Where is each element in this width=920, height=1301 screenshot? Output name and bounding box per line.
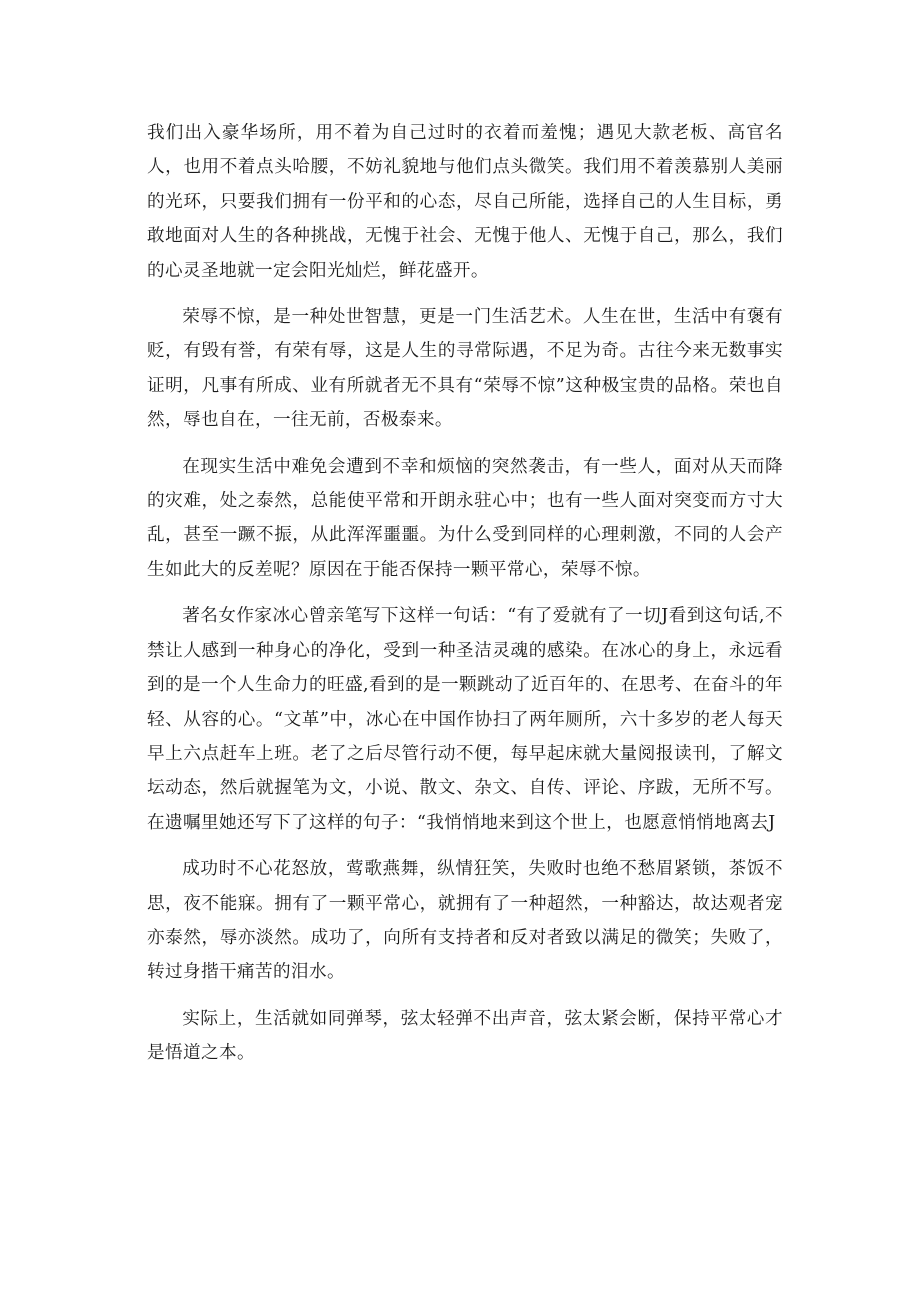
- paragraph-3: 在现实生活中难免会遭到不幸和烦恼的突然袭击，有一些人，面对从天而降的灾难，处之泰然，总能使平常和开朗永驻心中；也有一些人面对突变而方寸大乱，甚至一蹶不振，从此浑浑噩噩。为什么受到同样的心理刺激，不同的人会产生如此大的反差呢？原因在于能否保持一颗平常心，荣辱不惊。: [147, 456, 783, 580]
- paragraph-1: 我们出入豪华场所，用不着为自己过时的衣着而羞愧；遇见大款老板、高官名人，也用不着点头哈腰，不妨礼貌地与他们点头微笑。我们用不着羡慕别人美丽的光环，只要我们拥有一份平和的心态，尽自己所能，选择自己的人生目标，勇敢地面对人生的各种挑战，无愧于社会、无愧于他人、无愧于自己，那么，我们的心灵圣地就一定会阳光灿烂，鲜花盛开。: [147, 123, 783, 281]
- paragraph-5: 成功时不心花怒放，莺歌燕舞，纵情狂笑，失败时也绝不愁眉紧锁，茶饭不思，夜不能寐。拥有了一颗平常心，就拥有了一种超然，一种豁达，故达观者宠亦泰然，辱亦淡然。成功了，向所有支持者和反对者致以满足的微笑；失败了，转过身揩干痛苦的泪水。: [147, 859, 783, 983]
- document-body: [147, 116, 783, 1083]
- paragraph-2: 荣辱不惊，是一种处世智慧，更是一门生活艺术。人生在世，生活中有褒有贬，有毁有誉，有荣有辱，这是人生的寻常际遇，不足为奇。古往今来无数事实证明，凡事有所成、业有所就者无不具有“荣辱不惊”这种极宝贵的品格。荣也自然，辱也自在，一往无前，否极泰来。: [147, 307, 783, 431]
- paragraph-6: 实际上，生活就如同弹琴，弦太轻弹不出声音，弦太紧会断，保持平常心才是悟道之本。: [147, 1008, 783, 1064]
- paragraph-4: 著名女作家冰心曾亲笔写下这样一句话：“有了爱就有了一切J看到这句话,不禁让人感到一种身心的净化，受到一种圣洁灵魂的感染。在冰心的身上，永远看到的是一个人生命力的旺盛,看到的是一颗跳动了近百年的、在思考、在奋斗的年轻、从容的心。“文革”中，冰心在中国作协扫了两年厕所，六十多岁的老人每天早上六点赶车上班。老了之后尽管行动不便，每早起床就大量阅报读刊，了解文坛动态，然后就握笔为文，小说、散文、杂文、自传、评论、序跋，无所不写。在遗嘱里她还写下了这样的句子：“我悄悄地来到这个世上，也愿意悄悄地离去J: [147, 606, 783, 833]
